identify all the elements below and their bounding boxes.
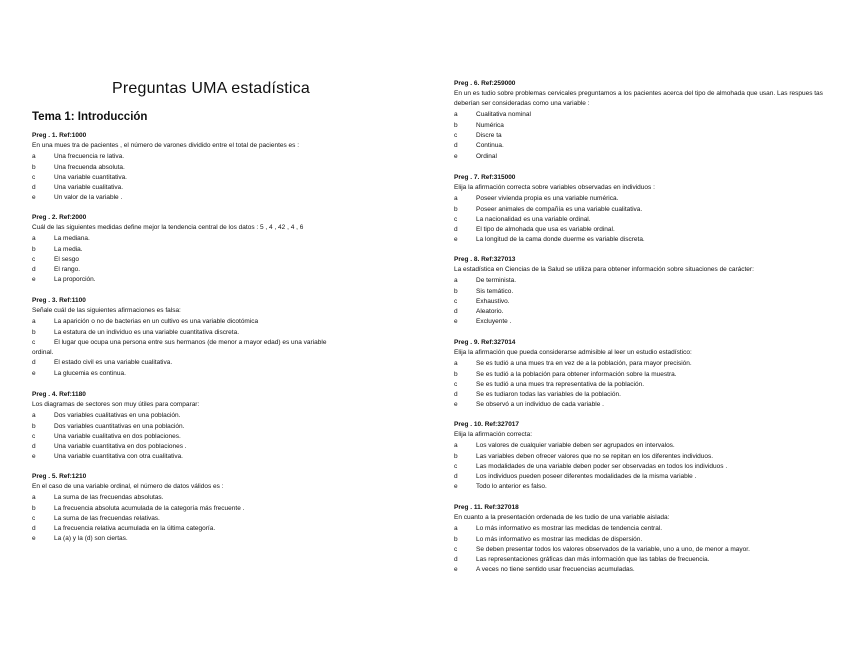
answer-option-e <box>32 275 412 285</box>
option-text: Las variables deben ofrecer valores que no se repitan en los diferentes individuos. <box>476 452 714 460</box>
option-letter: c <box>454 215 458 223</box>
question-stem: Señale cuál de las siguientes afirmaciones es falsa: <box>32 307 181 314</box>
option-text: Se es tudió a una mues tra en vez de a la población, para mayor precisión. <box>476 360 692 368</box>
option-text: Poseer vivienda propia es una variable numérica. <box>476 195 619 203</box>
question-5 <box>32 472 412 545</box>
option-letter: d <box>32 525 36 533</box>
option-letter: e <box>32 535 36 543</box>
option-letter: a <box>454 360 458 368</box>
option-letter: d <box>454 473 458 481</box>
question-header: Preg . 11. Ref:327018 <box>454 504 519 511</box>
option-text: El rango. <box>54 266 81 274</box>
answer-options <box>454 110 834 161</box>
option-text: La frecuencia relativa acumulada en la última categoría. <box>54 525 216 533</box>
answer-option-d <box>32 442 412 452</box>
option-text: Se observó a un individuo de cada variable . <box>476 401 604 409</box>
option-letter: e <box>454 318 458 326</box>
option-text: Lo más informativo es mostrar las medidas de dispersión. <box>476 535 643 543</box>
option-text: La proporción. <box>54 276 96 284</box>
option-text: De terminista. <box>476 277 517 285</box>
question-stem: La estadística en Ciencias de la Salud se utiliza para obtener información sobre situaciones de carácter: <box>454 266 754 273</box>
question-9 <box>454 338 834 411</box>
option-text: Una frecuencia re lativa. <box>54 153 125 161</box>
option-text: La frecuencia absoluta acumulada de la categoría más frecuente . <box>54 504 245 512</box>
answer-option-a <box>454 276 834 286</box>
option-letter: e <box>32 194 36 202</box>
option-text: Ordinal <box>476 152 497 160</box>
answer-options <box>454 359 834 410</box>
question-header: Preg . 7. Ref:315000 <box>454 174 516 181</box>
answer-option-b <box>32 245 412 255</box>
answer-option-e <box>454 152 834 162</box>
option-letter: c <box>454 545 458 553</box>
option-letter: d <box>454 226 458 234</box>
option-letter: b <box>454 452 458 460</box>
answer-options <box>454 524 834 575</box>
answer-options <box>454 276 834 327</box>
answer-option-c <box>32 255 412 265</box>
answer-option-a <box>454 359 834 369</box>
option-text: Una variable cuantitativa con otra cualitativa. <box>54 453 183 461</box>
option-text: Numérica <box>476 121 504 129</box>
option-letter: d <box>454 556 458 564</box>
answer-option-d <box>454 307 834 317</box>
option-text: Las representaciones gráficas dan más información que las tablas de frecuencia. <box>476 556 710 564</box>
option-letter: e <box>32 453 36 461</box>
option-letter: b <box>32 245 36 253</box>
answer-option-c <box>454 462 834 472</box>
option-text: Las modalidades de una variable deben poder ser observadas en todos los individuos . <box>476 462 728 470</box>
option-text: Dos variables cualitativas en una población. <box>54 412 181 420</box>
question-stem: En cuanto a la presentación ordenada de les tudio de una variable aislada: <box>454 514 670 521</box>
option-letter: b <box>454 205 458 213</box>
option-text: El lugar que ocupa una persona entre sus hermanos (de menor a mayor edad) es una variable <box>54 338 327 346</box>
option-letter: a <box>32 318 36 326</box>
answer-options <box>32 152 412 203</box>
question-stem: En un es tudio sobre problemas cervicales preguntamos a los pacientes acerca del tipo de almohada que usan. Las respues tas deberían ser consideradas como una variable : <box>454 90 823 108</box>
answer-option-a <box>454 194 834 204</box>
answer-option-c <box>454 131 834 141</box>
answer-option-d <box>454 555 834 565</box>
question-4 <box>32 390 412 463</box>
question-stem: Los diagramas de sectores son muy útiles para comparar: <box>32 401 200 408</box>
option-letter: d <box>32 266 36 274</box>
option-text: Continua. <box>476 142 504 150</box>
option-letter: b <box>32 504 36 512</box>
answer-option-d <box>32 265 412 275</box>
option-text: Una variable cualitativa. <box>54 184 124 192</box>
question-8 <box>454 255 834 328</box>
document-title: Preguntas UMA estadística <box>112 80 310 97</box>
answer-option-c <box>32 338 412 348</box>
option-letter: c <box>454 380 458 388</box>
option-text: Aleatorio. <box>476 308 504 316</box>
option-letter: a <box>454 195 458 203</box>
answer-option-b <box>454 452 834 462</box>
answer-option-b <box>32 422 412 432</box>
answer-option-e <box>32 452 412 462</box>
option-letter: e <box>32 276 36 284</box>
answer-option-c <box>32 432 412 442</box>
option-letter: a <box>454 277 458 285</box>
answer-option-c <box>454 545 834 555</box>
option-text: Se es tudiaron todas las variables de la población. <box>476 391 621 399</box>
question-stem: En una mues tra de pacientes , el número de varones dividido entre el total de pacientes es : <box>32 142 300 149</box>
question-7 <box>454 173 834 246</box>
answer-option-e <box>32 369 412 379</box>
question-header: Preg . 8. Ref:327013 <box>454 256 516 263</box>
answer-option-c <box>32 514 412 524</box>
option-letter: b <box>454 370 458 378</box>
option-letter: e <box>454 566 458 574</box>
answer-option-a <box>32 493 412 503</box>
option-letter: c <box>32 514 36 522</box>
question-header: Preg . 2. Ref:2000 <box>32 214 87 221</box>
option-text-continuation: ordinal. <box>32 349 54 357</box>
question-2 <box>32 213 412 286</box>
answer-option-b <box>454 121 834 131</box>
question-11 <box>454 503 834 576</box>
answer-option-e <box>454 565 834 575</box>
option-text: La suma de las frecuendas absolutas. <box>54 494 164 502</box>
option-text: Una variable cuantitativa. <box>54 173 127 181</box>
question-10 <box>454 420 834 493</box>
answer-option-a <box>32 411 412 421</box>
section-heading: Tema 1: Introducción <box>32 111 148 123</box>
option-text: La longitud de la cama donde duerme es variable discreta. <box>476 236 645 244</box>
option-text: La aparición o no de bacterias en un cultivo es una variable dicotómica <box>54 318 259 326</box>
option-letter: b <box>454 535 458 543</box>
option-letter: c <box>32 255 36 263</box>
answer-options <box>32 493 412 544</box>
option-letter: c <box>454 462 458 470</box>
option-text: La estatura de un individuo es una variable cuantitativa discreta. <box>54 328 240 336</box>
option-text: Se deben presentar todos los valores observados de la variable, uno a uno, de menor a mayor. <box>476 545 750 553</box>
option-text: La glucemia es continua. <box>54 369 126 377</box>
answer-option-e <box>454 400 834 410</box>
option-letter: e <box>454 152 458 160</box>
option-letter: a <box>32 412 36 420</box>
answer-option-b <box>454 370 834 380</box>
option-letter: e <box>454 401 458 409</box>
option-letter: d <box>32 184 36 192</box>
answer-option-b <box>454 535 834 545</box>
option-letter: b <box>454 287 458 295</box>
option-letter: a <box>454 442 458 450</box>
option-text: Una variable cuantitativa en dos poblaciones . <box>54 443 187 451</box>
answer-option-c <box>454 380 834 390</box>
answer-option-d <box>454 390 834 400</box>
option-letter: a <box>32 494 36 502</box>
question-header: Preg . 6. Ref:259000 <box>454 80 516 87</box>
option-letter: c <box>454 297 458 305</box>
answer-option-d <box>32 358 412 368</box>
option-text: Poseer animales de compañía es una variable cualitativa. <box>476 205 643 213</box>
answer-option-a <box>454 110 834 120</box>
question-header: Preg . 10. Ref:327017 <box>454 421 520 428</box>
answer-option-c <box>32 173 412 183</box>
answer-option-c <box>454 215 834 225</box>
option-letter: b <box>32 328 36 336</box>
option-letter: c <box>32 173 36 181</box>
answer-option-d <box>454 225 834 235</box>
option-letter: c <box>32 338 36 346</box>
question-header: Preg . 3. Ref:1100 <box>32 297 86 304</box>
answer-options <box>32 317 412 379</box>
answer-option-e <box>454 482 834 492</box>
option-text: Discre ta <box>476 132 502 139</box>
option-text: Excluyente . <box>476 318 512 326</box>
option-text: Una frecuenda absoluta. <box>54 163 125 171</box>
option-text: El tipo de almohada que usa es variable ordinal. <box>476 226 615 234</box>
question-stem: En el caso de una variable ordinal, el número de datos válidos es : <box>32 483 224 490</box>
option-text: Se es tudió a la población para obtener información sobre la muestra. <box>476 370 677 378</box>
option-text: Los valores de cualquier variable deben ser agrupados en intervalos. <box>476 442 675 450</box>
question-header: Preg . 9. Ref:327014 <box>454 339 516 346</box>
option-text: Todo lo anterior es falso. <box>476 483 547 491</box>
option-text: A veces no tiene sentido usar frecuencias acumuladas. <box>476 566 635 574</box>
option-letter: b <box>454 121 458 129</box>
answer-option-b <box>32 163 412 173</box>
answer-option-a <box>32 234 412 244</box>
answer-option-e <box>454 317 834 327</box>
option-letter: c <box>32 432 36 440</box>
option-text: Sis temático. <box>476 287 514 295</box>
answer-options <box>454 441 834 492</box>
option-text: Cualitativa nominal <box>476 111 531 119</box>
question-header: Preg . 5. Ref:1210 <box>32 473 87 480</box>
answer-option-b <box>454 205 834 215</box>
option-text: Exhaustivo. <box>476 297 510 305</box>
option-letter: e <box>454 483 458 491</box>
option-text: La nacionalidad es una variable ordinal. <box>476 215 591 223</box>
option-letter: a <box>32 153 36 161</box>
question-stem: Elija la afirmación correcta: <box>454 431 533 438</box>
answer-option-b <box>32 504 412 514</box>
question-stem: Elija la afirmación correcta sobre variables observadas en individuos : <box>454 184 655 191</box>
option-text: Se es tudió a una mues tra representativa de la población. <box>476 380 645 388</box>
answer-option-a <box>454 524 834 534</box>
option-letter: a <box>454 111 458 119</box>
answer-option-d <box>32 183 412 193</box>
answer-option-d <box>454 472 834 482</box>
option-text: La (a) y la (d) son ciertas. <box>54 535 128 543</box>
question-stem: Cuál de las siguientes medidas define mejor la tendencia central de los datos : 5 , 4 , 42 , 4 , 6 <box>32 224 304 231</box>
option-letter: d <box>454 142 458 150</box>
option-text: Lo más informativo es mostrar las medidas de tendencia central. <box>476 525 663 533</box>
option-letter: d <box>32 359 36 367</box>
answer-option-a <box>454 441 834 451</box>
answer-option-b <box>454 287 834 297</box>
option-text: El estado civil es una variable cualitativa. <box>54 359 173 367</box>
option-letter: e <box>32 369 36 377</box>
question-header: Preg . 4. Ref:1180 <box>32 391 86 398</box>
question-stem: Elija la afirmación que pueda considerarse admisible al leer un estudio estadístico: <box>454 349 692 356</box>
option-letter: b <box>32 422 36 430</box>
option-text: Un valor de la variable . <box>54 194 123 202</box>
answer-option-e <box>454 235 834 245</box>
answer-options <box>32 234 412 285</box>
option-letter: a <box>454 525 458 533</box>
answer-options <box>454 194 834 245</box>
option-letter: d <box>454 391 458 399</box>
answer-option-e <box>32 193 412 203</box>
option-text: El sesgo <box>54 255 79 263</box>
option-text: Los individuos pueden poseer diferentes modalidades de la misma variable . <box>476 473 697 481</box>
answer-option-a <box>32 317 412 327</box>
question-6 <box>454 79 834 162</box>
answer-option-d <box>32 524 412 534</box>
answer-option-e <box>32 534 412 544</box>
answer-option-a <box>32 152 412 162</box>
option-letter: e <box>454 236 458 244</box>
option-letter: b <box>32 163 36 171</box>
option-letter: a <box>32 235 36 243</box>
question-3 <box>32 296 412 379</box>
answer-options <box>32 411 412 462</box>
option-text: Dos variables cuantitativas en una población. <box>54 422 185 430</box>
answer-option-d <box>454 141 834 151</box>
question-1 <box>32 131 412 204</box>
option-letter: c <box>454 132 458 139</box>
option-text: Una variable cualitativa en dos poblaciones. <box>54 432 181 440</box>
option-text: La media. <box>54 245 83 253</box>
option-letter: d <box>454 308 458 316</box>
option-letter: d <box>32 443 36 451</box>
option-text: La suma de las frecuendas relativas. <box>54 514 160 522</box>
answer-option-b <box>32 328 412 338</box>
option-text: La mediana. <box>54 235 90 243</box>
question-header: Preg . 1. Ref:1000 <box>32 132 87 139</box>
answer-option-c <box>454 297 834 307</box>
